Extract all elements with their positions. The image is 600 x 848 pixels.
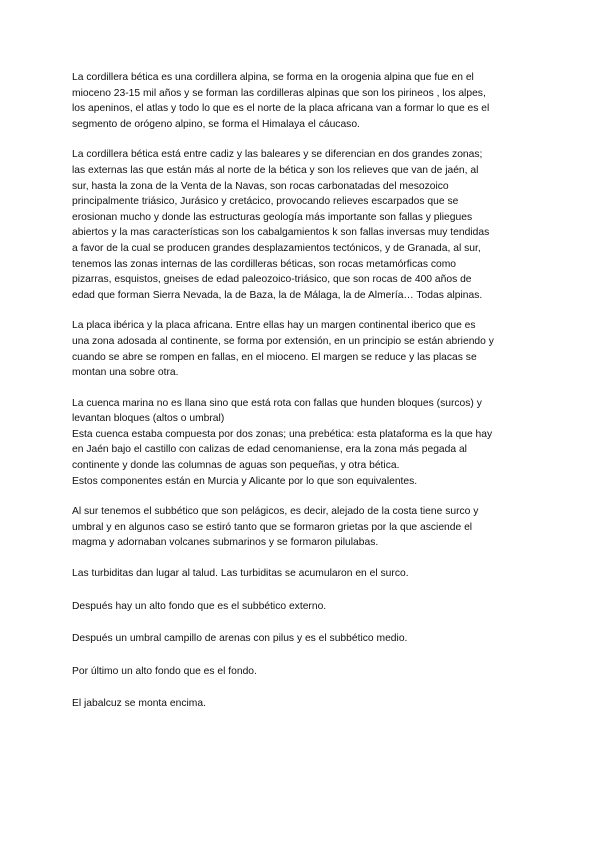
text-line: erosionan mucho y donde las estructuras geología más importante son fallas y pliegues [72, 211, 473, 223]
text-line: principalmente triásico, Jurásico y cretácico, provocando relieves escarpados que se [72, 196, 459, 208]
text-line: Por último un alto fondo que es el fondo. [72, 665, 257, 677]
text-line: abiertos y la mas características son los cabalgamientos k son fallas inversas muy tendidas [72, 227, 490, 239]
paragraph-middle-subbetic [72, 631, 540, 647]
text-line: La cuenca marina no es llana sino que está rota con fallas que hunden bloques (surcos) y [72, 397, 482, 409]
text-line: La cordillera bética está entre cadiz y las baleares y se diferencian en dos grandes zonas; [72, 149, 483, 161]
text-line: Después hay un alto fondo que es el subbético externo. [72, 600, 327, 612]
text-line: sur, hasta la zona de la Venta de la Navas, son rocas carbonatadas del mesozoico [72, 180, 449, 192]
text-line: Al sur tenemos el subbético que son pelágicos, es decir, alejado de la costa tiene surco y [72, 506, 479, 518]
text-line: umbral y en algunos caso se estiró tanto que se formaron grietas por la que asciende el [72, 521, 473, 533]
paragraph-plates [72, 318, 540, 380]
text-line: segmento de orógeno alpino, se forma el Himalaya el cáucaso. [72, 118, 360, 130]
text-line: levantan bloques (altos o umbral) [72, 413, 225, 425]
paragraph-basin [72, 396, 540, 490]
text-line: en Jaén bajo el castillo con calizas de edad cenomaniense, era la zona más pegada al [72, 444, 467, 456]
text-line: Después un umbral campillo de arenas con pilus y es el subbético medio. [72, 633, 408, 645]
paragraph-subbetic [72, 504, 540, 551]
text-line: montan una sobre otra. [72, 367, 179, 379]
text-line: una zona adosada al continente, se forma por extensión, en un principio se están abriendo y [72, 335, 494, 347]
text-line: tenemos las zonas internas de las cordilleras béticas, son rocas metamórficas como [72, 258, 457, 270]
text-line: mioceno 23-15 mil años y se forman las cordilleras alpinas que son los pirineos , los alpes, [72, 87, 486, 99]
text-line: continente y donde las columnas de aguas son pequeñas, y otra bética. [72, 460, 400, 472]
text-line: edad que forman Sierra Nevada, la de Baza, la de Málaga, la de Almería… Todas alpinas. [72, 289, 483, 301]
text-line: Esta cuenca estaba compuesta por dos zonas; una prebética: esta plataforma es la que hay [72, 428, 493, 440]
text-line: magma y adornaban volcanes submarinos y se formaron pilulabas. [72, 537, 379, 549]
paragraph-high-bottom [72, 664, 540, 680]
text-line: Las turbiditas dan lugar al talud. Las turbiditas se acumularon en el surco. [72, 568, 409, 580]
text-line: los apeninos, el atlas y todo lo que es el norte de la placa africana van a formar lo que es el [72, 103, 490, 115]
text-line: cuando se abre se rompen en fallas, en el mioceno. El margen se reduce y las placas se [72, 351, 477, 363]
paragraph-jabalcuz [72, 696, 540, 712]
text-line: La placa ibérica y la placa africana. Entre ellas hay un margen continental iberico que es [72, 320, 476, 332]
paragraph-zones [72, 147, 540, 303]
paragraph-intro [72, 70, 540, 132]
text-line: pizarras, esquistos, gneises de edad paleozoico-triásico, que son rocas de 400 años de [72, 274, 472, 286]
paragraph-turbidites [72, 566, 540, 582]
text-line: La cordillera bética es una cordillera alpina, se forma en la orogenia alpina que fue en el [72, 72, 474, 83]
paragraph-external-subbetic [72, 599, 540, 615]
text-line: El jabalcuz se monta encima. [72, 698, 206, 710]
text-line: las externas las que están más al norte de la bética y son los relieves que van de jaén, al [72, 164, 479, 176]
text-line: a favor de la cual se producen grandes desplazamientos tectónicos, y de Granada, al sur, [72, 242, 481, 254]
text-line: Estos componentes están en Murcia y Alicante por lo que son equivalentes. [72, 475, 418, 487]
